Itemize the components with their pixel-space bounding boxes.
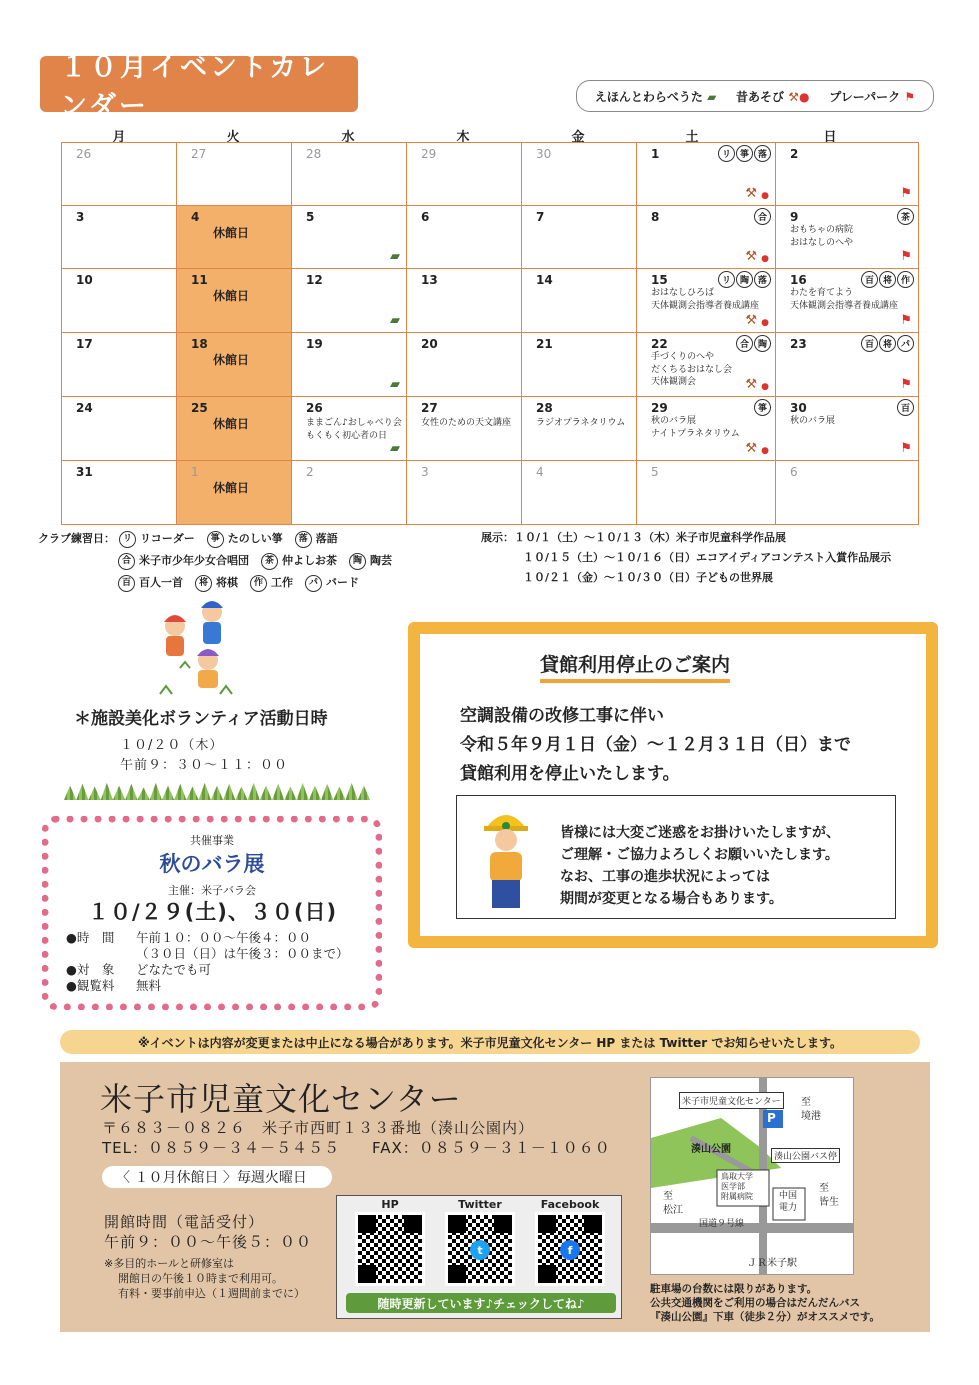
day-number: 9 (790, 210, 799, 224)
day-number: 23 (790, 337, 807, 351)
calendar-day (292, 143, 407, 206)
club-name: 百人一首 (139, 576, 183, 589)
event-item: 天体観測会指導者養成講座 (651, 300, 760, 311)
day-number: 20 (421, 337, 438, 351)
apology-text: 皆様には大変ご迷惑をお掛けいたしますが、 ご理解・ご協力よろしくお願いいたします。 なお、工事の進歩状況によっては 期間が変更となる場合もあります。 (560, 825, 840, 907)
flag-icon: ⚑ (900, 186, 912, 201)
calendar-day (177, 461, 292, 525)
day-number: 16 (790, 273, 807, 287)
day-number: 10 (76, 273, 93, 287)
club-name: 米子市少年少女合唱団 (139, 554, 249, 567)
day-number: 26 (76, 147, 92, 161)
club-badge: 将 (879, 271, 896, 288)
day-number: 13 (421, 273, 438, 287)
club-badge: パ (897, 335, 914, 352)
weekday-3: 木 (456, 130, 470, 145)
rose-host: 主催：米子バラ会 (168, 884, 256, 897)
rose-dates: １０/２９(土)、３０(日) (88, 900, 338, 924)
hammer-icon: ⚒ (745, 313, 757, 328)
club-name: 落語 (315, 532, 338, 545)
club-badge: 作 (250, 575, 267, 592)
calendar-day (62, 143, 177, 206)
access-map: 米子市児童文化センター 湊山公園 湊山公園バス停 鳥取大学 医学部 附属病院 中国 電力 国道９号線 ＪＲ米子駅 至 境港 至 皆生 至 松江 P (650, 1077, 854, 1275)
closed-day-pill: 〈 １０月休館日 〉毎週火曜日 (102, 1166, 332, 1188)
event-item: ナイトプラネタリウム (651, 428, 740, 439)
calendar-day (177, 397, 292, 461)
club-badge: 茶 (897, 208, 914, 225)
day-number: 6 (790, 465, 798, 479)
day-number: 30 (536, 147, 552, 161)
event-item: 秋のバラ展 (651, 416, 697, 426)
calendar-day (522, 461, 637, 525)
flag-icon: ⚑ (900, 441, 912, 456)
calendar-day (637, 461, 776, 525)
day-number: 19 (306, 337, 323, 351)
calendar-day (776, 461, 919, 525)
calendar-week (62, 461, 919, 525)
calendar-day (776, 143, 919, 206)
day-number: 25 (191, 401, 208, 415)
calendar-day (637, 397, 776, 461)
ball-icon: ● (761, 191, 769, 201)
club-badge: 作 (897, 271, 914, 288)
day-number: 4 (191, 210, 200, 224)
legend-ehon: えほんとわらべうた ▰ (594, 89, 717, 104)
closed-label: 休館日 (213, 417, 250, 431)
calendar-day (637, 333, 776, 397)
event-item: ままごん♪おしゃべり会 (306, 418, 402, 428)
club-badge: 将 (195, 575, 212, 592)
picture-book-icon: ▰ (390, 249, 400, 264)
calendar-day (292, 461, 407, 525)
calendar-day (407, 397, 522, 461)
event-item: だくちるおはなし会 (651, 364, 733, 375)
event-item: おはなしのへや (790, 237, 854, 248)
picture-book-icon: ▰ (707, 89, 717, 104)
qr-update-banner: 随時更新しています♪チェックしてね♪ (346, 1293, 616, 1313)
hammer-icon: ⚒ (745, 377, 757, 392)
twitter-icon: t (470, 1240, 490, 1260)
closed-label: 休館日 (213, 226, 250, 240)
opening-hours: 開館時間（電話受付） 午前９：００～午後５：００ (104, 1213, 313, 1251)
club-badge: 合 (754, 208, 771, 225)
page-title: １０月イベントカレンダー (40, 56, 358, 112)
club-badge: 将 (879, 335, 896, 352)
ball-icon: ● (761, 318, 769, 328)
qr-label-twitter: Twitter (458, 1198, 502, 1211)
closed-label: 休館日 (213, 481, 250, 495)
calendar-day (292, 397, 407, 461)
calendar-day (177, 333, 292, 397)
contact-info: 〒６８３－０８２６ 米子市西町１３３番地（湊山公園内） TEL：０８５９－３４－５４５５ FAX：０８５９－３１－１０６０ (102, 1119, 611, 1157)
club-name: たのしい箏 (227, 532, 283, 545)
exhibition-list: 展示：１０/１（土）～１０/１３（木）米子市児童科学作品展 １０/１５（土）～１０/１６（日）エコアイディアコンテスト入賞作品展示 １０/２１（金）～１０/３０（日）子どもの世界展 (481, 531, 892, 584)
event-item: 女性のための天文講座 (421, 418, 512, 428)
club-badge: 合 (118, 553, 135, 570)
hammer-icon: ⚒ (745, 186, 757, 201)
calendar-day (776, 333, 919, 397)
volunteer-title: ＊施設美化ボランティア活動日時 (74, 709, 328, 729)
picture-book-icon: ▰ (390, 377, 400, 392)
day-number: 5 (306, 210, 315, 224)
day-number: 4 (536, 465, 544, 479)
club-badge: リ (119, 531, 136, 548)
day-number: 24 (76, 401, 93, 415)
club-badge: リ (718, 271, 735, 288)
icon-legend (576, 80, 934, 112)
day-number: 3 (421, 465, 429, 479)
hammer-icon: ⚒ (745, 441, 757, 456)
hammer-icon: ⚒ (788, 89, 799, 104)
calendar-day (407, 143, 522, 206)
event-item: 天体観測会指導者養成講座 (790, 300, 899, 311)
facebook-icon: f (560, 1240, 580, 1260)
day-number: 29 (651, 401, 668, 415)
calendar-day (776, 269, 919, 333)
club-badge: 陶 (754, 335, 771, 352)
day-number: 2 (306, 465, 314, 479)
day-number: 29 (421, 147, 437, 161)
calendar-day (637, 269, 776, 333)
club-badge: 百 (897, 399, 914, 416)
notice-body: 空調設備の改修工事に伴い 令和５年９月１日（金）～１２月３１日（日）まで 貸館利用を停止いたします。 (460, 706, 851, 784)
day-number: 15 (651, 273, 668, 287)
club-legend (38, 528, 400, 594)
calendar-day (407, 206, 522, 269)
calendar-day (776, 397, 919, 461)
day-number: 6 (421, 210, 430, 224)
day-number: 21 (536, 337, 553, 351)
weekday-5: 土 (685, 130, 699, 145)
day-number: 11 (191, 273, 208, 287)
day-number: 14 (536, 273, 553, 287)
calendar-day (177, 206, 292, 269)
day-number: 12 (306, 273, 323, 287)
day-number: 30 (790, 401, 807, 415)
day-number: 17 (76, 337, 93, 351)
weekday-4: 金 (571, 130, 585, 145)
ball-icon: ● (761, 446, 769, 456)
club-badge: 落 (754, 145, 771, 162)
day-number: 2 (790, 147, 799, 161)
legend-play: プレーパーク ⚑ (829, 89, 916, 104)
calendar-day (292, 333, 407, 397)
closed-label: 休館日 (213, 353, 250, 367)
center-name: 米子市児童文化センター (100, 1080, 462, 1118)
club-badge: 落 (754, 271, 771, 288)
day-number: 28 (536, 401, 553, 415)
club-name: 将棋 (216, 576, 238, 589)
event-item: 手づくりのへや (651, 352, 715, 362)
weekday-6: 日 (823, 130, 837, 145)
calendar-day (292, 206, 407, 269)
map-note: 駐車場の台数には限りがあります。 公共交通機関をご利用の場合はだんだんバス 『湊山公園』下車（徒歩２分）がオススメです。 (650, 1283, 881, 1323)
day-number: 8 (651, 210, 660, 224)
event-item: もくもく初心者の日 (306, 430, 388, 441)
hp-qr-code[interactable] (355, 1212, 425, 1286)
flag-icon: ⚑ (904, 89, 916, 104)
disclaimer-banner: ※イベントは内容が変更または中止になる場合があります。米子市児童文化センター HP または Twitter でお知らせいたします。 (60, 1030, 920, 1054)
picture-book-icon: ▰ (390, 441, 400, 456)
day-number: 7 (536, 210, 545, 224)
club-badge: 百 (861, 335, 878, 352)
calendar-day (637, 143, 776, 206)
day-number: 1 (651, 147, 660, 161)
calendar-week (62, 333, 919, 397)
weekday-2: 水 (341, 130, 355, 145)
club-badge: 陶 (736, 271, 753, 288)
day-number: 3 (76, 210, 85, 224)
hours-note: ※多目的ホールと研修室は 開館日の午後１０時まで利用可。 有料・要事前申込（１週間前までに） (104, 1257, 305, 1300)
weekday-0: 月 (112, 130, 126, 145)
day-number: 18 (191, 337, 208, 351)
event-item: 天体観測会 (651, 377, 697, 387)
club-legend-label: クラブ練習日： (38, 532, 115, 545)
facebook-qr-code[interactable] (535, 1212, 605, 1286)
day-number: 5 (651, 465, 659, 479)
worker-bowing-illustration (476, 806, 536, 914)
notice-title: 貸館利用停止のご案内 (540, 650, 730, 683)
day-number: 1 (191, 465, 199, 479)
day-number: 26 (306, 401, 323, 415)
qr-label-hp: HP (381, 1198, 399, 1211)
club-badge: パ (305, 575, 322, 592)
flag-icon: ⚑ (900, 249, 912, 264)
flag-icon: ⚑ (900, 377, 912, 392)
club-name: 工作 (271, 576, 293, 589)
club-badge: 箏 (207, 531, 224, 548)
event-item: わたを育てよう (790, 288, 854, 298)
calendar-day (522, 269, 637, 333)
club-badge: 茶 (261, 553, 278, 570)
calendar-day (177, 143, 292, 206)
day-number: 27 (191, 147, 207, 161)
club-badge: 箏 (754, 399, 771, 416)
volunteer-illustration (150, 598, 250, 702)
calendar-day (62, 269, 177, 333)
ball-icon: ● (761, 382, 769, 392)
calendar-week (62, 397, 919, 461)
calendar-day (637, 206, 776, 269)
calendar-day (62, 206, 177, 269)
calendar-day (522, 333, 637, 397)
ball-icon: ● (761, 254, 769, 264)
club-name: 仲よしお茶 (282, 554, 337, 567)
club-badge: 箏 (736, 145, 753, 162)
event-item: おもちゃの病院 (790, 225, 854, 235)
calendar-week (62, 206, 919, 269)
cohost-label: 共催事業 (190, 834, 234, 847)
event-calendar (61, 142, 919, 525)
calendar-day (776, 206, 919, 269)
calendar-day (177, 269, 292, 333)
club-name: 陶芸 (370, 554, 392, 567)
calendar-week (62, 269, 919, 333)
club-badge: 百 (118, 575, 135, 592)
weekday-1: 火 (226, 130, 240, 145)
club-name: リコーダー (140, 532, 195, 545)
calendar-week (62, 143, 919, 206)
calendar-day (292, 269, 407, 333)
club-badge: 百 (861, 271, 878, 288)
club-badge: 落 (295, 531, 312, 548)
calendar-day (62, 333, 177, 397)
calendar-day (407, 269, 522, 333)
club-name: バード (326, 576, 359, 589)
event-item: 秋のバラ展 (790, 416, 836, 426)
calendar-day (407, 333, 522, 397)
day-number: 22 (651, 337, 668, 351)
rose-details: ●時 間 午前１０：００～午後４：００ （３０日（日）は午後３：００まで） ●対 象 どなたでも可 ●観覧料 無料 (66, 930, 349, 993)
calendar-day (62, 397, 177, 461)
picture-book-icon: ▰ (390, 313, 400, 328)
legend-asobi: 昔あそび ⚒● (736, 89, 810, 104)
rose-title: 秋のバラ展 (159, 852, 265, 876)
calendar-day (522, 397, 637, 461)
club-badge: リ (718, 145, 735, 162)
grass-decoration (64, 782, 370, 800)
qr-label-facebook: Facebook (540, 1198, 600, 1211)
twitter-qr-code[interactable] (445, 1212, 515, 1286)
event-item: おはなしひろば (651, 288, 715, 298)
day-number: 31 (76, 465, 93, 479)
day-number: 28 (306, 147, 322, 161)
club-badge: 陶 (349, 553, 366, 570)
club-badge: 合 (736, 335, 753, 352)
calendar-day (407, 461, 522, 525)
volunteer-schedule: １０/２０（木） 午前９：３０～１１：００ (120, 738, 289, 773)
calendar-day (522, 206, 637, 269)
flag-icon: ⚑ (900, 313, 912, 328)
calendar-day (62, 461, 177, 525)
closed-label: 休館日 (213, 289, 250, 303)
calendar-day (522, 143, 637, 206)
hammer-icon: ⚒ (745, 249, 757, 264)
day-number: 27 (421, 401, 438, 415)
event-item: ラジオプラネタリウム (536, 418, 626, 428)
